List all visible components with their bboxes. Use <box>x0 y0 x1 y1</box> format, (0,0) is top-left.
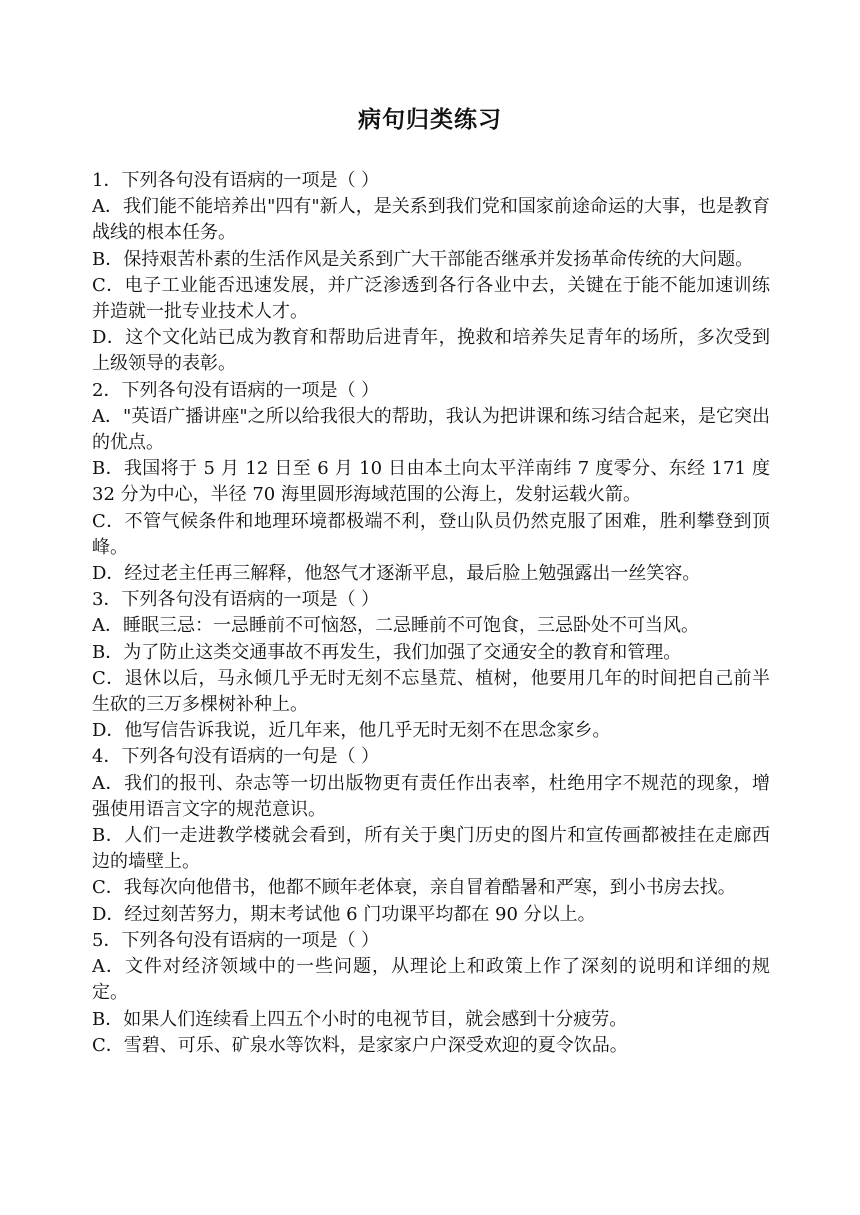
question-list <box>92 168 770 1059</box>
question-option: B．为了防止这类交通事故不再发生，我们加强了交通安全的教育和管理。 <box>92 641 682 663</box>
question-stem: 3．下列各句没有语病的一项是（ ） <box>92 589 380 611</box>
question-option: C．不管气候条件和地理环境都极端不利，登山队员仍然克服了困难，胜利攀登到顶峰。 <box>92 510 770 558</box>
question-option: D．这个文化站已成为教育和帮助后进青年，挽救和培养失足青年的场所，多次受到上级领导的表彰。 <box>92 327 770 375</box>
question-stem: 4．下列各句没有语病的一句是（ ） <box>92 746 380 768</box>
question-option: C．电子工业能否迅速发展，并广泛渗透到各行各业中去，关键在于能不能加速训练并造就一批专业技术人才。 <box>92 274 770 323</box>
question-option: A．我们的报刊、杂志等一切出版物更有责任作出表率，杜绝用字不规范的现象，增强使用语言文字的规范意识。 <box>92 772 770 820</box>
question-option: A．我们能不能培养出"四有"新人，是关系到我们党和国家前途命运的大事，也是教育战线的根本任务。 <box>92 196 770 244</box>
question-stem: 2．下列各句没有语病的一项是（ ） <box>92 379 380 401</box>
question-option: D．经过老主任再三解释，他怒气才逐渐平息，最后脸上勉强露出一丝笑容。 <box>92 563 701 585</box>
question-option: B．我国将于 5 月 12 日至 6 月 10 日由本土向太平洋南纬 7 度零分、东经 171 度 32 分为中心，半径 70 海里圆形海域范围的公海上，发射运载火箭。 <box>92 458 770 506</box>
question-option: D．经过刻苦努力，期末考试他 6 门功课平均都在 90 分以上。 <box>92 903 596 925</box>
question-stem: 1．下列各句没有语病的一项是（ ） <box>92 170 380 191</box>
question-option: A．睡眠三忌：一忌睡前不可恼怒，二忌睡前不可饱食，三忌卧处不可当风。 <box>92 615 699 637</box>
question-option: B．人们一走进教学楼就会看到，所有关于奥门历史的图片和宣传画都被挂在走廊西边的墙壁上。 <box>92 825 770 873</box>
question-option: C．退休以后，马永倾几乎无时无刻不忘垦荒、植树，他要用几年的时间把自己前半生砍的三万多棵树补种上。 <box>92 667 770 716</box>
question-option: D．他写信告诉我说，近几年来，他几乎无时无刻不在思念家乡。 <box>92 720 611 742</box>
question-option: A．"英语广播讲座"之所以给我很大的帮助，我认为把讲课和练习结合起来，是它突出的优点。 <box>92 405 770 454</box>
question-option: C．雪碧、可乐、矿泉水等饮料，是家家户户深受欢迎的夏令饮品。 <box>92 1034 628 1056</box>
question-option: A．文件对经济领域中的一些问题，从理论上和政策上作了深刻的说明和详细的规定。 <box>92 956 770 1004</box>
question-option: C．我每次向他借书，他都不顾年老体衰，亲自冒着酷暑和严寒，到小书房去找。 <box>92 877 736 899</box>
document-title: 病句归类练习 <box>358 106 502 133</box>
question-option: B．保持艰苦朴素的生活作风是关系到广大干部能否继承并发扬革命传统的大问题。 <box>92 248 754 270</box>
question-option: B．如果人们连续看上四五个小时的电视节目，就会感到十分疲劳。 <box>92 1008 628 1030</box>
question-stem: 5．下列各句没有语病的一项是（ ） <box>92 929 380 951</box>
